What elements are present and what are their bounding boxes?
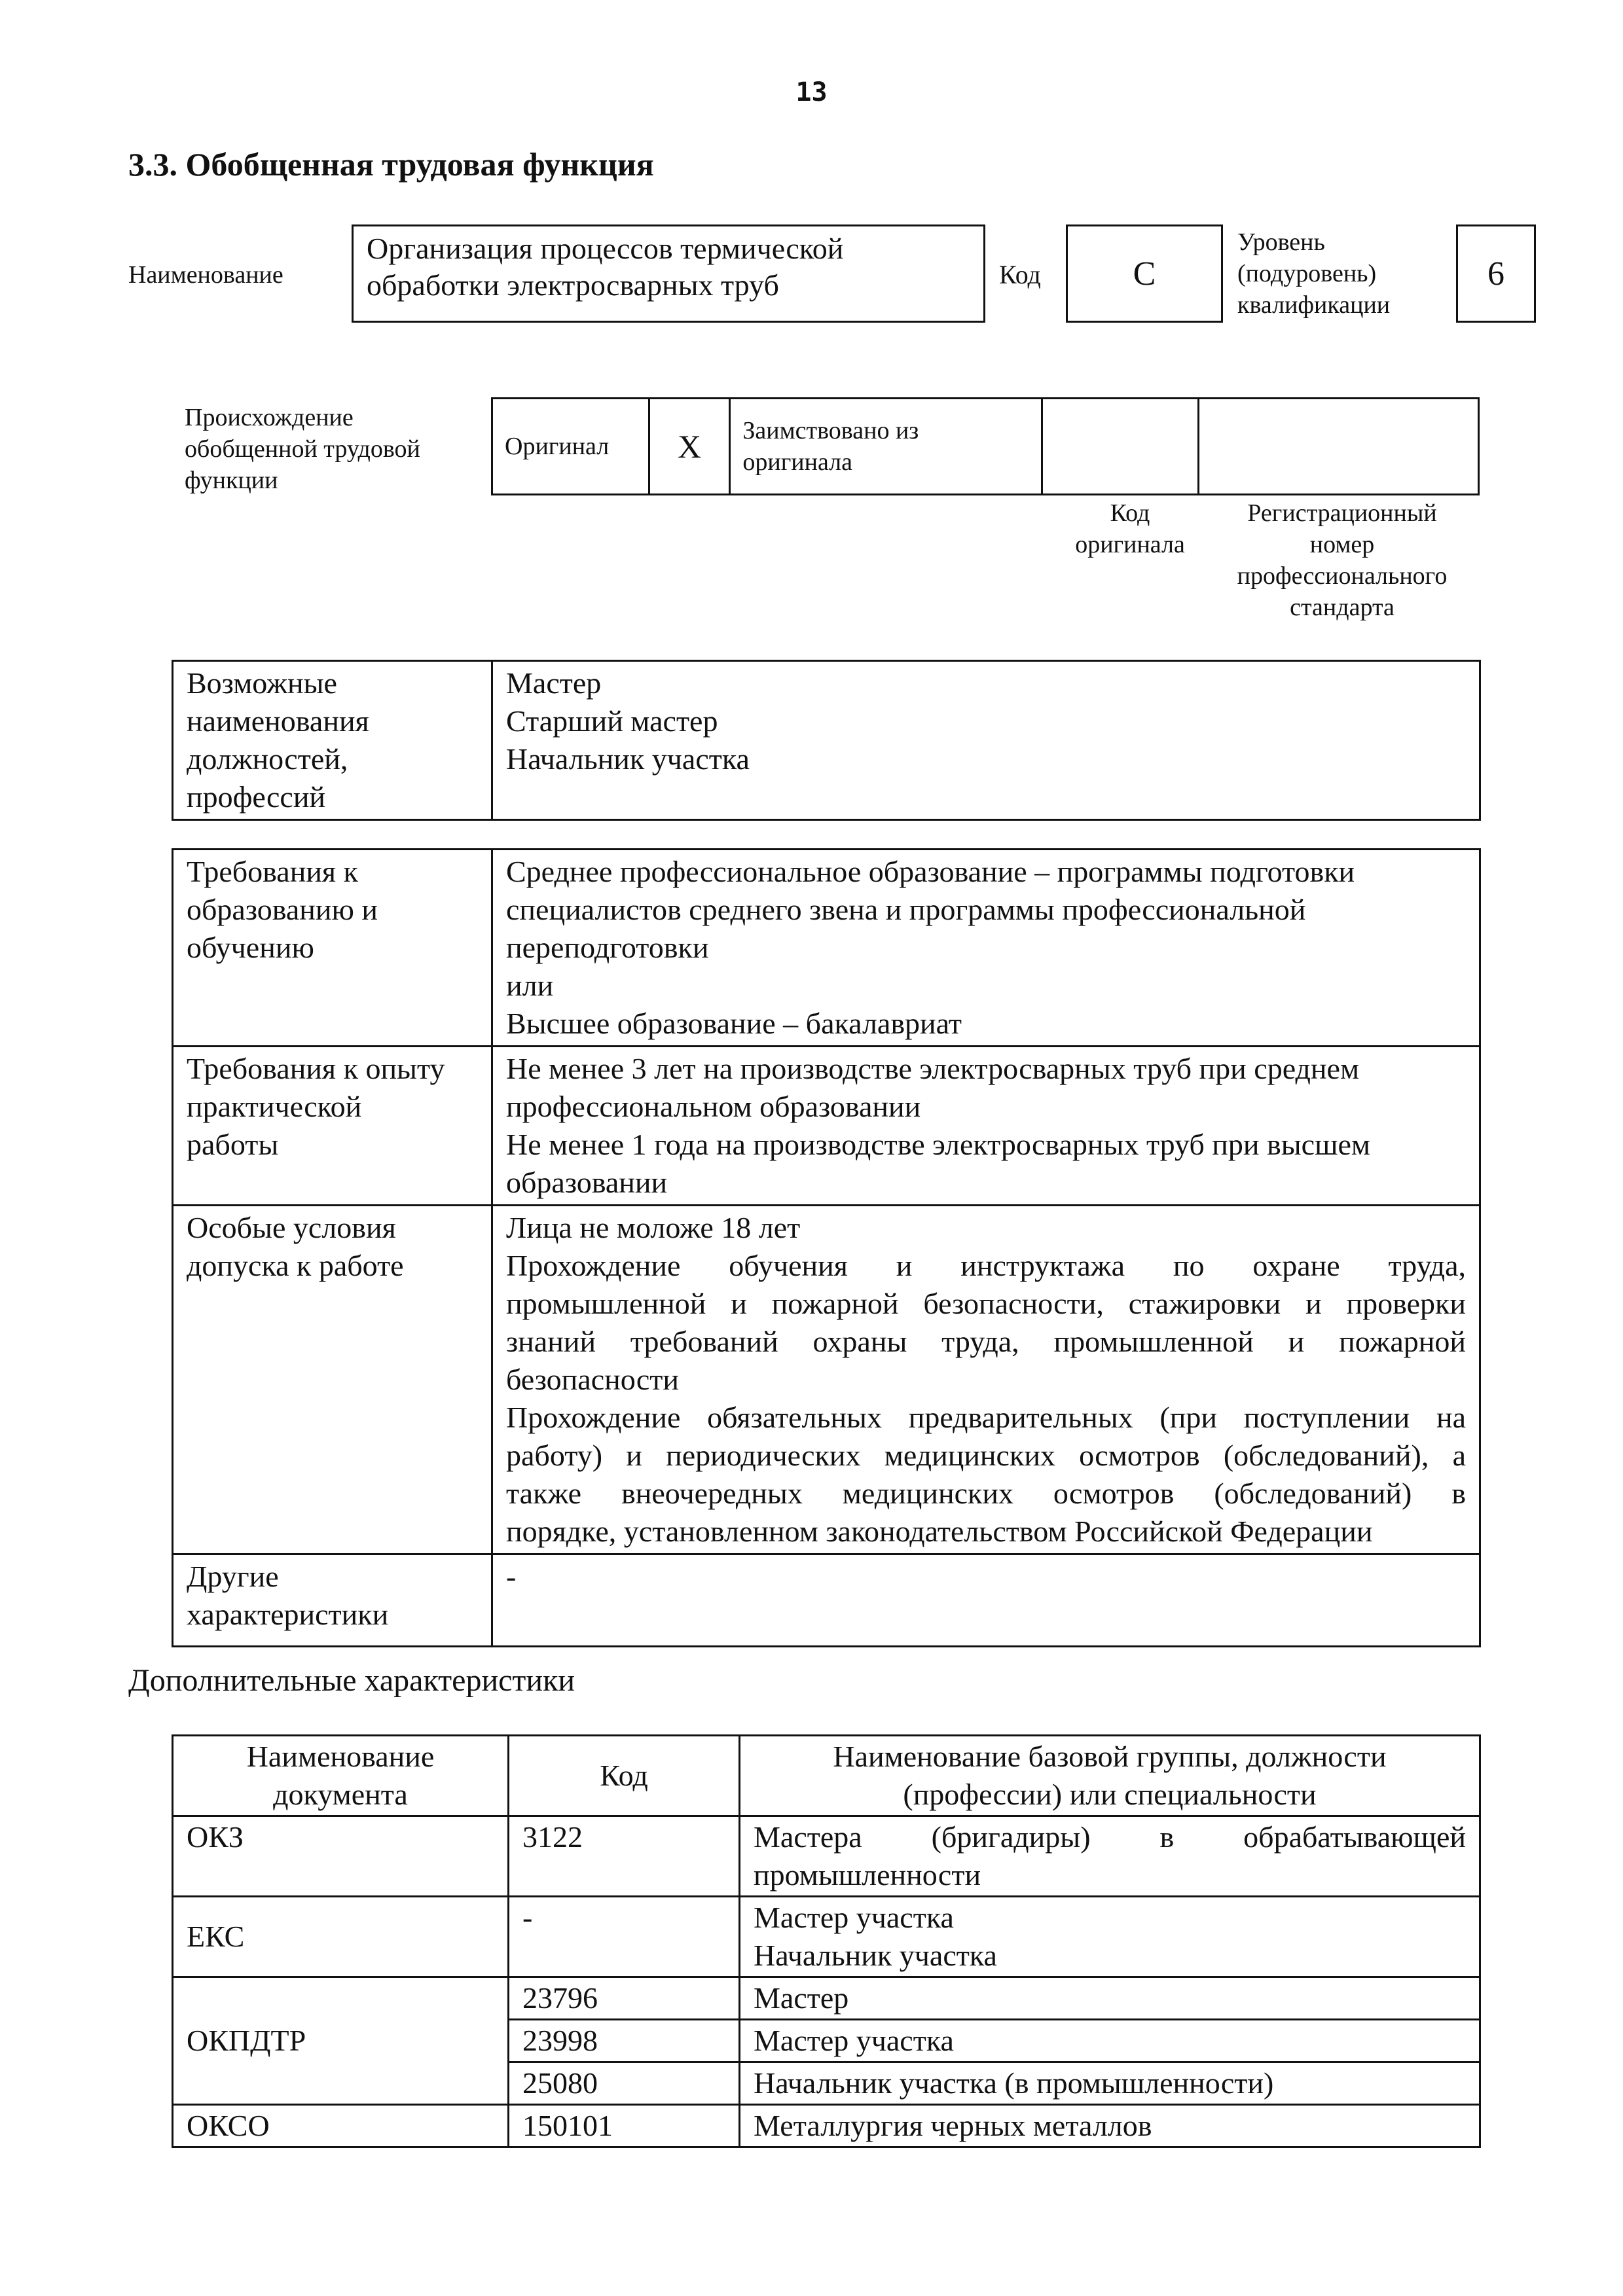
requirement-value-line: также внеочередных медицинских осмотров (обследований) в: [506, 1477, 1466, 1510]
origin-mark-cell: [649, 399, 730, 495]
name-cell: [740, 2105, 1480, 2147]
origin-table: [491, 397, 1480, 495]
name-cell: [740, 1897, 1480, 1977]
code-cell: [509, 1816, 740, 1897]
name-line: Начальник участка: [754, 1939, 997, 1972]
requirement-row-experience: [173, 1047, 1480, 1206]
origin-label: [185, 402, 420, 496]
header-doc-line: Наименование: [246, 1740, 435, 1773]
name-line: промышленности: [754, 1858, 981, 1892]
code-cell: [509, 1977, 740, 2020]
doc-name: ОКПДТР: [187, 2024, 306, 2057]
header-name-line: (профессии) или специальности: [903, 1778, 1317, 1811]
doc-cell: [173, 1816, 509, 1897]
requirement-value-line: образовании: [506, 1166, 668, 1199]
doc-name: ОКСО: [187, 2109, 270, 2142]
requirement-value-line: -: [506, 1560, 517, 1593]
requirement-label-line: Другие: [187, 1560, 279, 1593]
requirement-label-line: Требования к: [187, 855, 358, 888]
positions-values-cell: [492, 661, 1480, 820]
origin-reg-caption-line: стандарта: [1290, 594, 1395, 621]
doc-code: 23998: [522, 2024, 598, 2057]
doc-code: 25080: [522, 2066, 598, 2100]
doc-cell: [173, 1897, 509, 1977]
level-label-line: (подуровень): [1237, 260, 1377, 287]
header-doc-line: документа: [273, 1778, 408, 1811]
requirement-label-line: характеристики: [187, 1598, 389, 1631]
doc-code: -: [522, 1901, 533, 1934]
requirement-label-cell: [173, 1554, 492, 1647]
requirement-label-line: Особые условия: [187, 1211, 396, 1244]
name-label: Наименование: [128, 261, 283, 289]
section-title: 3.3. Обобщенная трудовая функция: [128, 146, 654, 183]
header-code-cell: [509, 1736, 740, 1816]
requirement-value-cell: [492, 850, 1480, 1047]
name-line: Мастер участка: [754, 2024, 954, 2057]
requirement-label-cell: [173, 850, 492, 1047]
doc-cell: [173, 2105, 509, 2147]
doc-cell: [173, 1977, 509, 2105]
requirement-row-other: [173, 1554, 1480, 1647]
name-cell: [740, 1816, 1480, 1897]
name-line: Мастера (бригадиры) в обрабатывающей: [754, 1820, 1466, 1854]
origin-label-line: Происхождение: [185, 404, 354, 431]
level-label-line: Уровень: [1237, 228, 1325, 256]
origin-reg-caption: [1211, 497, 1473, 623]
positions-table: [172, 660, 1481, 821]
code-label: Код: [999, 260, 1041, 289]
code-cell: [509, 2062, 740, 2105]
origin-code-caption: [1051, 497, 1209, 560]
requirement-label-line: практической: [187, 1090, 362, 1123]
doc-name: ОКЗ: [187, 1820, 244, 1854]
requirement-label-cell: [173, 1047, 492, 1206]
requirement-value-line: Среднее профессиональное образование – программы подготовки: [506, 855, 1355, 888]
name-line: Металлургия черных металлов: [754, 2109, 1152, 2142]
requirement-label-line: Требования к опыту: [187, 1052, 445, 1085]
name-line: Мастер участка: [754, 1901, 954, 1934]
code-value: C: [1133, 255, 1156, 293]
header-doc-cell: [173, 1736, 509, 1816]
requirement-value-line: Не менее 1 года на производстве электросварных труб при высшем: [506, 1128, 1371, 1161]
requirement-value-cell: [492, 1554, 1480, 1647]
origin-borrowed-cell: [730, 399, 1042, 495]
origin-reg-caption-line: Регистрационный: [1247, 499, 1437, 527]
requirement-label-cell: [173, 1206, 492, 1554]
origin-borrowed-line: Заимствовано из: [742, 417, 919, 444]
doc-code: 3122: [522, 1820, 583, 1854]
origin-code-cell: [1042, 399, 1199, 495]
requirement-value-line: Прохождение обязательных предварительных (при поступлении на: [506, 1401, 1466, 1434]
doc-code: 23796: [522, 1981, 598, 2015]
header-name-line: Наименование базовой группы, должности: [833, 1740, 1387, 1773]
name-cell: [740, 1977, 1480, 2020]
origin-reg-caption-line: профессионального: [1237, 562, 1448, 590]
additional-title: Дополнительные характеристики: [128, 1663, 575, 1698]
requirement-row-education: [173, 850, 1480, 1047]
origin-reg-cell: [1199, 399, 1479, 495]
origin-code-caption-line: оригинала: [1075, 531, 1185, 558]
code-cell: [509, 2020, 740, 2062]
name-cell: [740, 2020, 1480, 2062]
additional-header-row: [173, 1736, 1480, 1816]
table-row: [173, 1897, 1480, 1977]
name-value-line: обработки электросварных труб: [367, 268, 779, 302]
requirement-value-line: Прохождение обучения и инструктажа по охране труда,: [506, 1249, 1466, 1282]
position-item: Начальник участка: [506, 742, 750, 776]
code-cell: [509, 1897, 740, 1977]
requirements-table: [172, 848, 1481, 1647]
level-label-line: квалификации: [1237, 291, 1391, 319]
doc-code: 150101: [522, 2109, 613, 2142]
positions-label-line: профессий: [187, 780, 326, 814]
requirement-value-line: порядке, установленном законодательством Российской Федерации: [506, 1515, 1373, 1548]
requirement-label-line: работы: [187, 1128, 279, 1161]
name-value-line: Организация процессов термической: [367, 232, 844, 265]
header-code: Код: [600, 1759, 648, 1792]
requirement-label-line: обучению: [187, 931, 314, 964]
name-value-box: [352, 224, 985, 323]
doc-name: ЕКС: [187, 1920, 245, 1953]
origin-original-cell: [492, 399, 649, 495]
requirement-value-line: Лица не моложе 18 лет: [506, 1211, 801, 1244]
origin-reg-caption-line: номер: [1309, 531, 1375, 558]
name-cell: [740, 2062, 1480, 2105]
requirement-label-line: образованию и: [187, 893, 378, 926]
positions-label-line: Возможные: [187, 666, 337, 700]
requirement-value-line: профессиональном образовании: [506, 1090, 921, 1123]
requirement-value-line: работу) и периодических медицинских осмотров (обследований), а: [506, 1439, 1466, 1472]
requirement-value-line: Не менее 3 лет на производстве электросварных труб при среднем: [506, 1052, 1360, 1085]
name-line: Мастер: [754, 1981, 849, 2015]
page-number: 13: [795, 77, 828, 107]
positions-label-line: наименования: [187, 704, 369, 738]
position-item: Старший мастер: [506, 704, 718, 738]
origin-label-line: функции: [185, 467, 278, 494]
level-value: 6: [1487, 255, 1504, 293]
requirement-row-admission: [173, 1206, 1480, 1554]
requirement-value-line: безопасности: [506, 1363, 680, 1396]
table-row: [173, 2105, 1480, 2147]
requirement-value-line: или: [506, 969, 554, 1002]
origin-borrowed-line: оригинала: [742, 448, 852, 476]
table-row: [173, 1977, 1480, 2020]
origin-code-caption-line: Код: [1110, 499, 1150, 527]
requirement-value-cell: [492, 1206, 1480, 1554]
position-item: Мастер: [506, 666, 602, 700]
level-label: [1237, 226, 1390, 321]
requirement-value-line: Высшее образование – бакалавриат: [506, 1007, 962, 1040]
requirement-label-line: допуска к работе: [187, 1249, 404, 1282]
additional-table: [172, 1734, 1481, 2148]
requirement-value-line: переподготовки: [506, 931, 709, 964]
requirement-value-cell: [492, 1047, 1480, 1206]
header-name-cell: [740, 1736, 1480, 1816]
requirement-value-line: специалистов среднего звена и программы профессиональной: [506, 893, 1306, 926]
table-row: [173, 1816, 1480, 1897]
code-value-box: [1066, 224, 1223, 323]
name-line: Начальник участка (в промышленности): [754, 2066, 1274, 2100]
origin-original: Оригинал: [505, 433, 610, 460]
positions-label-cell: [173, 661, 492, 820]
requirement-value-line: промышленной и пожарной безопасности, стажировки и проверки: [506, 1287, 1466, 1320]
level-value-box: [1456, 224, 1536, 323]
origin-label-line: обобщенной трудовой: [185, 435, 420, 463]
requirement-value-line: знаний требований охраны труда, промышленной и пожарной: [506, 1325, 1466, 1358]
origin-mark: X: [678, 428, 702, 465]
positions-label-line: должностей,: [187, 742, 348, 776]
code-cell: [509, 2105, 740, 2147]
